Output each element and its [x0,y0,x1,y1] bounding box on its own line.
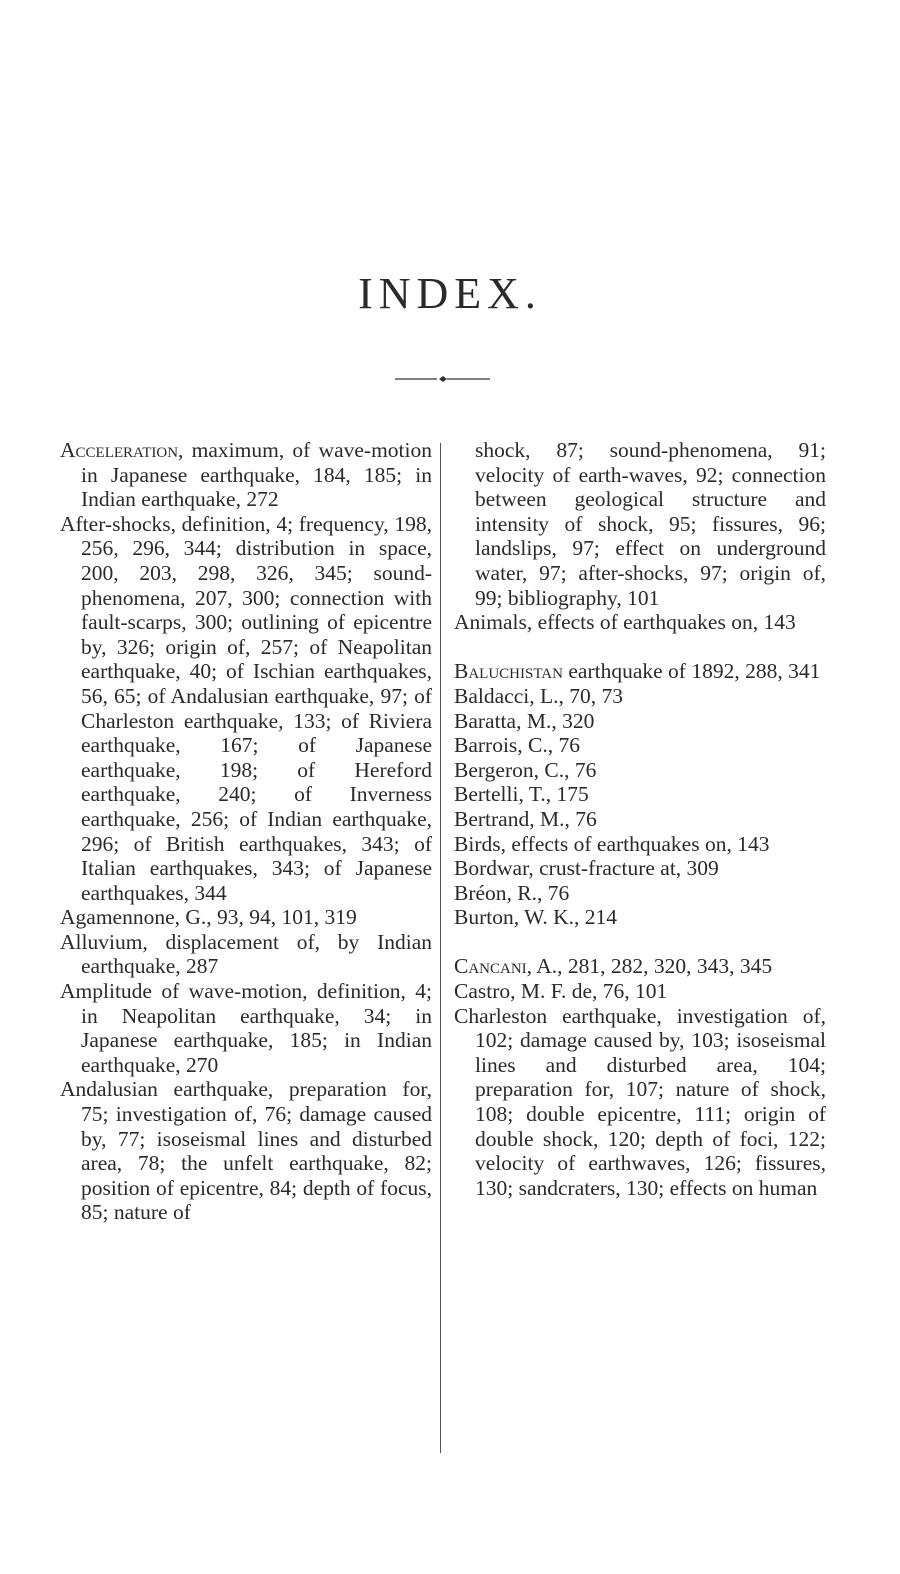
index-entry-head: Baluchistan [454,659,563,684]
index-entry-text: After-shocks, definition, 4; frequency, 198, 256, 296, 344; distribution in space, 200, 203, 298, 326, 345; sound-phenomena, 207, 300; connection with fault-scarps, 300; outlining of epicentre by, 326; origin of, 257; of Neapolitan earthquake, 40; of Ischian earthquakes, 56, 65; of Andalusian earthquake, 97; of Charleston earthquake, 133; of Riviera earthquake, 167; of Japanese earthquake, 198; of Hereford earthquake, 240; of Inverness earthquake, 256; of Indian earthquake, 296; of British earthquakes, 343; of Italian earthquakes, 343; of Japanese earthquakes, 344 [60,511,432,905]
letter-group-gap [454,635,826,660]
index-entry [60,979,432,1077]
index-entry-text: Andalusian earthquake, preparation for, 75; investigation of, 76; damage caused by, 77; isoseismal lines and disturbed area, 78; the unfelt earthquake, 82; position of epicentre, 84; depth of focus, 85; nature of [60,1077,432,1225]
index-entry [454,610,826,635]
index-entry-text: Amplitude of wave-motion, definition, 4; in Neapolitan earthquake, 34; in Japanese earthquake, 185; in Indian earthquake, 270 [60,979,432,1077]
index-entry-text: Bertelli, T., 175 [454,782,589,807]
index-entry-text: shock, 87; sound-phenomena, 91; velocity of earth-waves, 92; connection between geological structure and intensity of shock, 95; fissures, 96; landslips, 97; effect on underground water, 97; after-shocks, 97; origin of, 99; bibliography, 101 [475,438,826,610]
index-entry-text: Birds, effects of earthquakes on, 143 [454,831,770,856]
index-entry [454,1004,826,1201]
index-entry-text: Castro, M. F. de, 76, 101 [454,979,668,1004]
index-entry [60,438,432,512]
index-entry [454,659,826,684]
index-entry-text: Animals, effects of earthquakes on, 143 [454,610,796,635]
index-entry-text: Baldacci, L., 70, 73 [454,683,623,708]
index-entry [454,733,826,758]
index-entry-text: Burton, W. K., 214 [454,905,618,930]
index-entry [454,438,826,610]
index-entry-text: Alluvium, displacement of, by Indian earthquake, 287 [60,929,432,979]
index-entry-text: Baratta, M., 320 [454,708,595,733]
index-entry [454,954,826,979]
index-column-left [60,438,432,1225]
index-column-right [454,438,826,1200]
index-entry-text: Bertrand, M., 76 [454,806,597,831]
index-entry-text: Bréon, R., 76 [454,880,570,905]
page-title: INDEX. [358,269,542,318]
column-divider [440,443,441,1453]
title-ornament-divider [395,373,490,385]
index-entry [454,832,826,857]
index-entry-head: Cancani, [454,954,533,979]
index-entry [454,807,826,832]
index-entry-text: Barrois, C., 76 [454,733,581,758]
index-entry-text: maximum, of wave-motion in Japanese earthquake, 184, 185; in Indian earthquake, 272 [81,438,432,512]
index-entry-text: Bordwar, crust-fracture at, 309 [454,856,719,881]
index-entry-text: Charleston earthquake, investigation of, 102; damage caused by, 103; isoseismal lines and disturbed area, 104; preparation for, 107; nature of shock, 108; double epicentre, 111; origin of double shock, 120; depth of foci, 122; velocity of earthwaves, 126; fissures, 130; sandcraters, 130; effects on human [454,1003,826,1200]
index-entry [454,905,826,930]
index-entry [454,979,826,1004]
index-entry [454,881,826,906]
index-entry [60,905,432,930]
index-entry [454,856,826,881]
index-entry [60,930,432,979]
index-entry [454,684,826,709]
index-entry-text: A., 281, 282, 320, 343, 345 [532,954,773,979]
index-entry-head: Acceleration, [60,438,184,462]
index-entry-text: Agamennone, G., 93, 94, 101, 319 [60,905,357,930]
index-entry [454,709,826,734]
letter-group-gap [454,930,826,955]
index-entry-text: earthquake of 1892, 288, 341 [562,659,821,684]
index-entry [454,758,826,783]
index-entry-text: Bergeron, C., 76 [454,757,597,782]
index-entry [60,512,432,906]
index-entry [60,1077,432,1225]
index-entry [454,782,826,807]
